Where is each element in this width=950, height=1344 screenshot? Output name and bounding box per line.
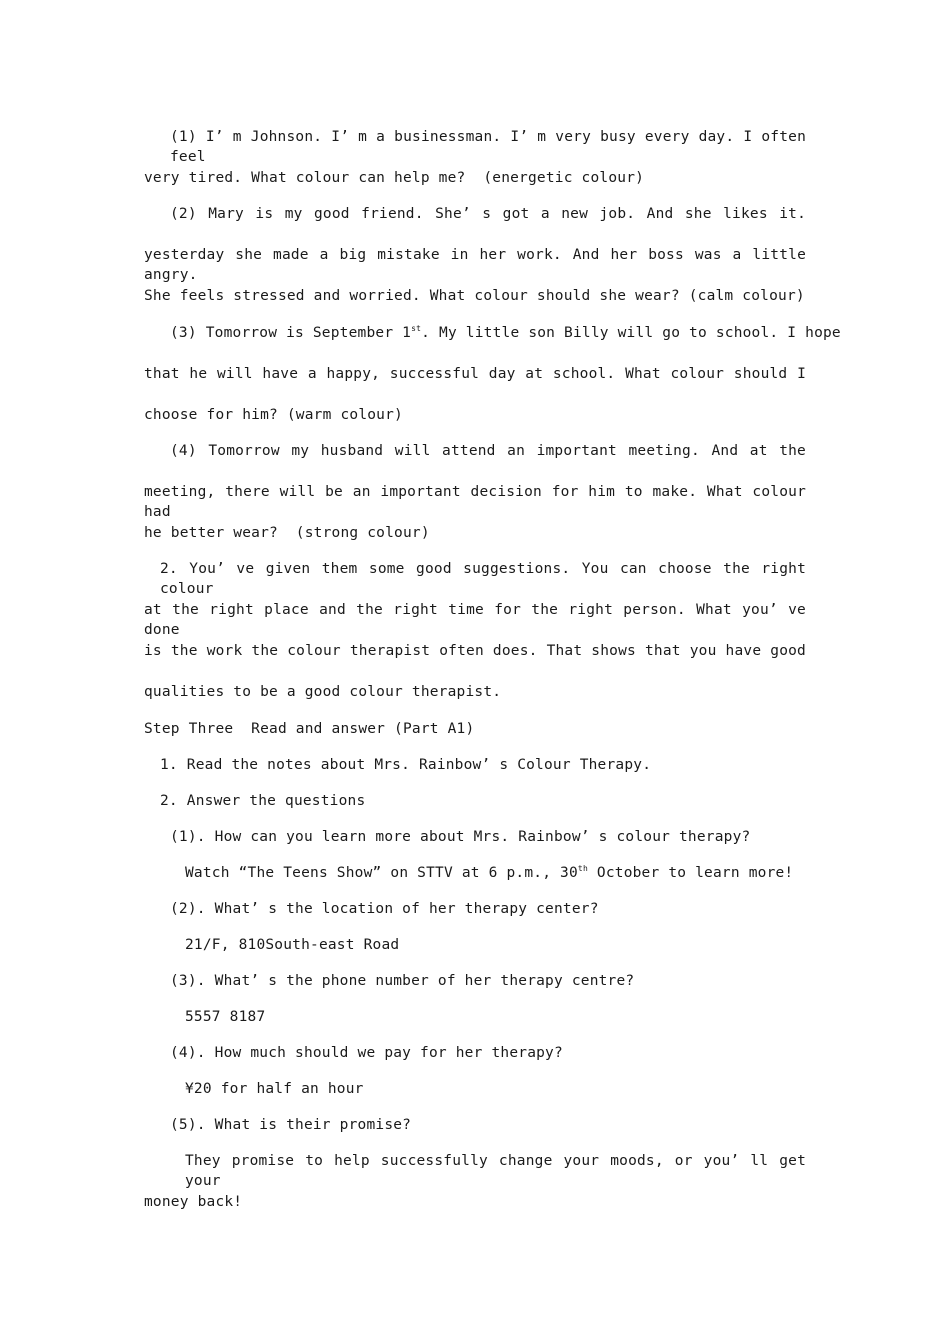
answer-5-line-1: They promise to help successfully change your moods, or you’ ll get your xyxy=(185,1153,806,1189)
answer-3: 5557 8187 xyxy=(185,1009,266,1025)
superscript-th: th xyxy=(577,864,588,873)
item-2-line-1: 2. You’ ve given them some good suggestions. You can choose the right colour xyxy=(160,561,806,597)
question-3-line-1-post: . My little son Billy will go to school. I hope xyxy=(421,325,841,341)
item-2-line-3: is the work the colour therapist often does. That shows that you have good xyxy=(144,643,806,659)
answer-2: 21/F, 810South-east Road xyxy=(185,937,400,953)
question-3-line-2: that he will have a happy, successful day at school. What colour should I xyxy=(144,366,806,382)
superscript-st: st xyxy=(411,324,422,333)
answer-1-post: October to learn more! xyxy=(587,865,794,881)
item-2-line-4: qualities to be a good colour therapist. xyxy=(144,684,502,700)
answer-4: ¥20 for half an hour xyxy=(185,1081,364,1097)
question-4-line-1: (4) Tomorrow my husband will attend an important meeting. And at the xyxy=(170,443,806,459)
answer-question-3: (3). What’ s the phone number of her therapy centre? xyxy=(170,973,635,989)
question-3-line-1 xyxy=(170,323,841,343)
question-4-line-3: he better wear? (strong colour) xyxy=(144,525,430,541)
step-three-item-1: 1. Read the notes about Mrs. Rainbow’ s Colour Therapy. xyxy=(160,757,652,773)
answer-1 xyxy=(185,863,793,883)
question-1-line-2: very tired. What colour can help me? (energetic colour) xyxy=(144,170,645,186)
question-2-line-1: (2) Mary is my good friend. She’ s got a new job. And she likes it. xyxy=(170,206,806,222)
step-three-heading: Step Three Read and answer (Part A1) xyxy=(144,721,475,737)
answer-1-pre: Watch “The Teens Show” on STTV at 6 p.m., 30 xyxy=(185,865,578,881)
question-2-line-2: yesterday she made a big mistake in her work. And her boss was a little angry. xyxy=(144,247,806,283)
answer-question-4: (4). How much should we pay for her therapy? xyxy=(170,1045,563,1061)
question-3-line-1-pre: (3) Tomorrow is September 1 xyxy=(170,325,412,341)
question-4-line-2: meeting, there will be an important decision for him to make. What colour had xyxy=(144,484,806,520)
item-2-line-2: at the right place and the right time for the right person. What you’ ve done xyxy=(144,602,806,638)
answer-5-line-2: money back! xyxy=(144,1194,243,1210)
answer-question-5: (5). What is their promise? xyxy=(170,1117,412,1133)
answer-question-2: (2). What’ s the location of her therapy center? xyxy=(170,901,599,917)
question-1-line-1: (1) I’ m Johnson. I’ m a businessman. I’ m very busy every day. I often feel xyxy=(170,129,806,165)
question-3-line-3: choose for him? (warm colour) xyxy=(144,407,403,423)
answer-question-1: (1). How can you learn more about Mrs. Rainbow’ s colour therapy? xyxy=(170,829,751,845)
question-2-line-3: She feels stressed and worried. What colour should she wear? (calm colour) xyxy=(144,288,805,304)
step-three-item-2: 2. Answer the questions xyxy=(160,793,366,809)
